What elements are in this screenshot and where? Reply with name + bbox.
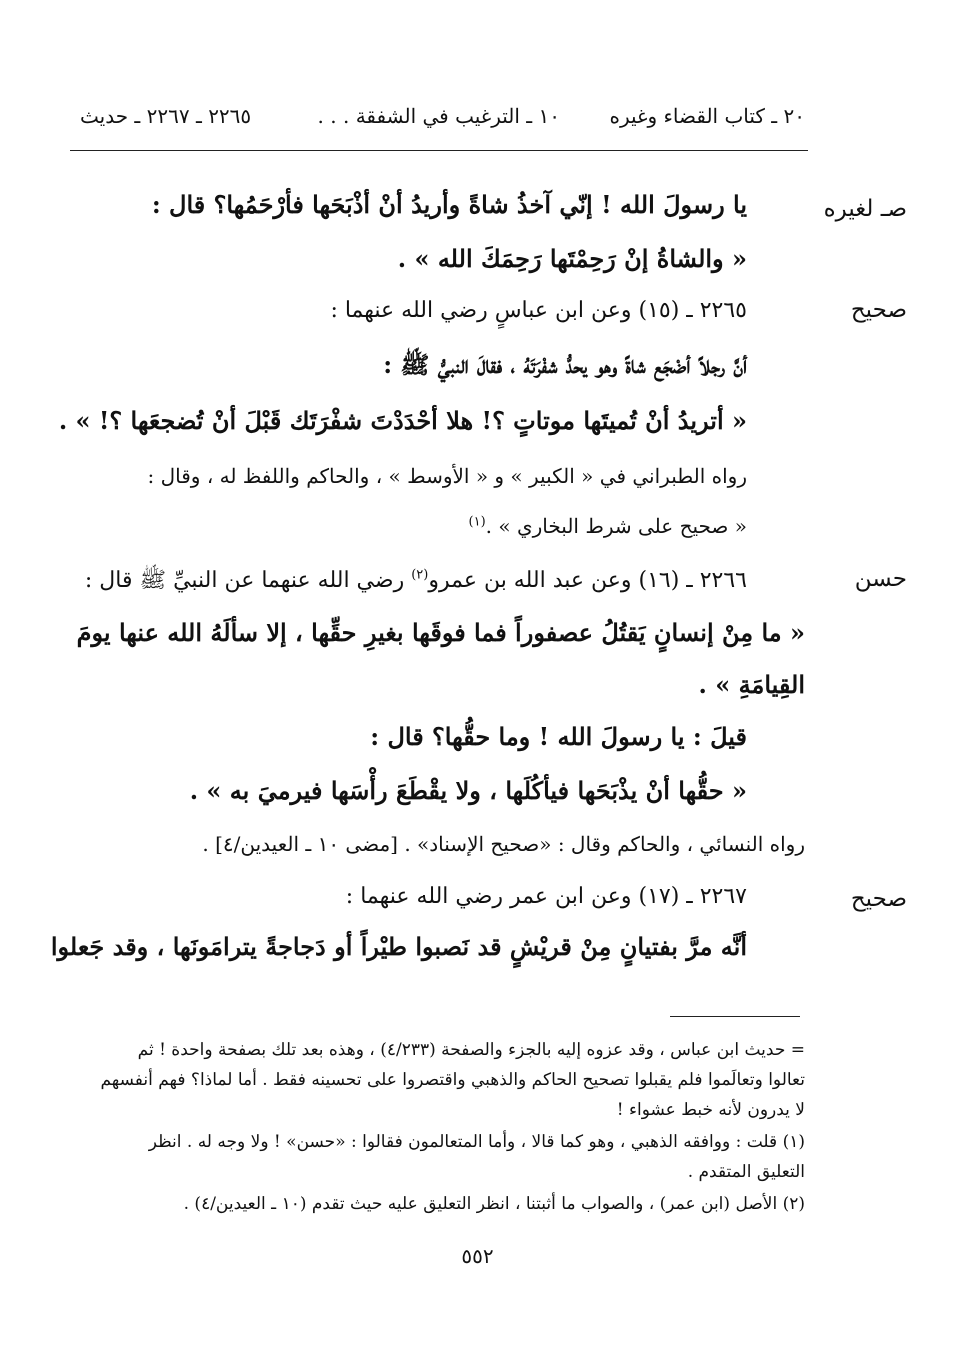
footnote-rule bbox=[670, 1016, 800, 1017]
text-line: قيلَ : يا رسولَ الله ! وما حقُّها؟ قال : bbox=[370, 722, 747, 751]
header-section: ١٠ ـ الترغيب في الشفقة . . . bbox=[317, 104, 560, 128]
footnote-line: = حديث ابن عباس ، وقد عزوه إليه بالجزء والصفحة (٤/٢٣٣) ، وهذه بعد تلك بصفحة واحدة ! ثم bbox=[137, 1040, 805, 1060]
grade-label: صحيح bbox=[850, 297, 907, 323]
footnote-line: تعالوا وتعالَموا فلم يقبلوا تصحيح الحاكم والذهبي واقتصروا على تحسينه فقط . أما لماذا؟ فهم أنفسهم bbox=[100, 1070, 805, 1090]
text-line: « والشاةُ إنْ رَحِمْتَها رَحِمَكَ الله » . bbox=[397, 244, 747, 273]
text-line: أنَّه مرَّ بفتيانٍ مِنْ قريْشٍ قد نَصبوا طيْراً أو دَجاجةً يترامَونَها ، وقد جَعلوا bbox=[50, 932, 747, 961]
grade-label: حسن bbox=[854, 566, 907, 592]
text-line: القِيامَةِ » . bbox=[698, 670, 805, 699]
footnote-line: لا يدرون لأنه خبط عشواء ! bbox=[616, 1100, 805, 1120]
footnote-ref: (١) bbox=[468, 514, 486, 530]
footnote-line: التعليق المتقدم . bbox=[687, 1162, 805, 1182]
page-number: ٥٥٢ bbox=[461, 1244, 494, 1268]
header-hadith-range: ٢٢٦٥ ـ ٢٢٦٧ ـ حديث bbox=[80, 104, 252, 128]
hadith-heading: ٢٢٦٧ ـ (١٧) وعن ابن عمر رضي الله عنهما : bbox=[345, 884, 747, 909]
hadith-heading bbox=[85, 566, 747, 598]
source-line: رواه النسائي ، والحاكم وقال : «صحيح الإسناد» . [مضى ١٠ ـ العيدين/٤] . bbox=[202, 832, 805, 856]
grade-label: صـ لغيره bbox=[823, 196, 907, 222]
text-line: « أتريدُ أنْ تُميتَها موتاتٍ ؟! هلا أحْدَدْتَ شفْرَتَك قَبْلَ أنْ تُضجعَها ؟! » . bbox=[58, 406, 747, 435]
footnote-line: (٢) الأصل (ابن عمر) ، والصواب ما أثبتنا ، انظر التعليق عليه حيث تقدم (١٠ ـ العيدين/٤) . bbox=[183, 1194, 805, 1214]
header-rule bbox=[70, 150, 808, 151]
grade-label: صحيح bbox=[850, 886, 907, 912]
source-line bbox=[469, 514, 747, 538]
text-line: يا رسولَ الله ! إنّي آخذُ شاةً وأريدُ أنْ أذْبَحَها فأرْحَمُها؟ قال : bbox=[151, 190, 747, 219]
footnote-ref: (٢) bbox=[411, 567, 429, 583]
heading-text: ٢٢٦٦ ـ (١٦) وعن عبد الله بن عمرو bbox=[428, 568, 747, 593]
text-line: « حقُّها أنْ يذْبَحَها فيأكُلَها ، ولا يقْطَعَ رأْسَها فيرميَ به » . bbox=[189, 776, 747, 805]
footnote-line: (١) قلت : ووافقه الذهبي ، وهو كما قالا ، وأما المتعالمون فقالوا : «حسن» ! ولا وجه له . انظر bbox=[148, 1132, 805, 1152]
hadith-heading: ٢٢٦٥ ـ (١٥) وعن ابن عباسٍ رضي الله عنهما : bbox=[330, 298, 747, 323]
header-chapter: ٢٠ ـ كتاب القضاء وغيره bbox=[609, 104, 805, 128]
text-line: « ما مِنْ إنسانٍ يَقتُلُ عصفوراً فما فوقَها بغيرِ حقِّها ، إلا سألَهُ الله عنها يومَ bbox=[76, 618, 805, 647]
source-line: رواه الطبراني في « الكبير » و « الأوسط » ، والحاكم واللفظ له ، وقال : bbox=[147, 464, 747, 488]
source-text: « صحيح على شرط البخاري » . bbox=[485, 514, 747, 538]
text-line: أنَّ رجلاً أضْجَع شاةً وهو يحدُّ شفْرَتَهُ ، فقالَ النبيُّ ﷺ : bbox=[383, 350, 747, 379]
heading-text: رضي الله عنهما عن النبيِّ ﷺ قال : bbox=[84, 568, 412, 593]
